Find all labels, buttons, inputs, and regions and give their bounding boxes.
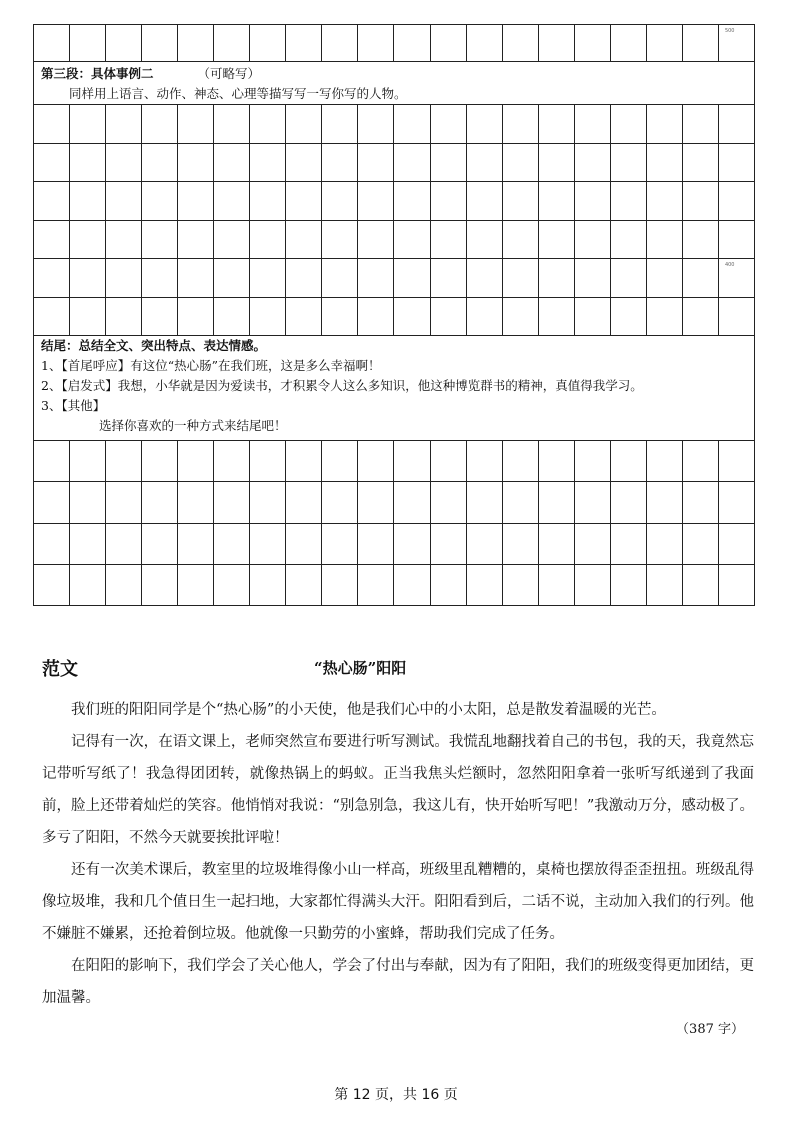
- word-count: （387 字）: [676, 1022, 744, 1037]
- grid-cell: [70, 105, 106, 144]
- grid-cell: [683, 25, 719, 62]
- grid-cell: [683, 182, 719, 221]
- ending-item-1: 1、【首尾呼应】有这位“热心肠”在我们班，这是多么幸福啊！: [41, 358, 381, 373]
- grid-cell: [503, 105, 539, 144]
- grid-cell: [683, 565, 719, 606]
- grid-cell: [70, 298, 106, 337]
- grid-cell: [539, 524, 575, 565]
- grid-cell: [575, 25, 611, 62]
- grid-cell: [322, 482, 358, 523]
- grid-cell: [647, 298, 683, 337]
- grid-cell: [34, 105, 70, 144]
- word-count-mark: 500: [724, 28, 735, 34]
- grid-cell: [250, 565, 286, 606]
- grid-cell: [322, 524, 358, 565]
- grid-cell: [70, 441, 106, 482]
- grid-cell: [575, 565, 611, 606]
- grid-cell: [394, 259, 430, 298]
- grid-cell: [358, 182, 394, 221]
- sample-essay: [42, 694, 754, 1014]
- grid-cell: [503, 298, 539, 337]
- grid-cell: [575, 221, 611, 260]
- grid-cell: [647, 482, 683, 523]
- grid-cell: [575, 482, 611, 523]
- grid-cell: [647, 441, 683, 482]
- sample-header: [42, 655, 754, 681]
- grid-cell: [575, 182, 611, 221]
- grid-cell: [467, 105, 503, 144]
- grid-cell: [503, 259, 539, 298]
- grid-cell: [286, 221, 322, 260]
- ending-item-3: 3、【其他】: [41, 398, 106, 413]
- grid-cell: [575, 105, 611, 144]
- grid-cell: [250, 182, 286, 221]
- section3-heading: 第三段：具体事例二: [41, 66, 154, 81]
- grid-cell: [142, 221, 178, 260]
- section3-heading-line: [41, 64, 747, 84]
- grid-cell: [647, 221, 683, 260]
- grid-cell: [467, 565, 503, 606]
- grid-cell: [214, 482, 250, 523]
- ending-heading: 结尾：总结全文、突出特点、表达情感。: [41, 338, 267, 353]
- grid-cell: [431, 221, 467, 260]
- grid-cell: [34, 25, 70, 62]
- grid-cell: [683, 524, 719, 565]
- grid-cell: [322, 565, 358, 606]
- grid-cell: [106, 524, 142, 565]
- grid-cell: [106, 482, 142, 523]
- grid-cell: [503, 25, 539, 62]
- grid-cell: [70, 524, 106, 565]
- grid-cell: [34, 482, 70, 523]
- grid-cell: [142, 259, 178, 298]
- grid-cell: [611, 105, 647, 144]
- grid-cell: [34, 441, 70, 482]
- grid-cell: [106, 25, 142, 62]
- grid-cell: [250, 259, 286, 298]
- grid-cell: [683, 441, 719, 482]
- grid-cell: [70, 144, 106, 183]
- grid-cell: [286, 298, 322, 337]
- grid-cell: [34, 298, 70, 337]
- grid-cell: [611, 482, 647, 523]
- grid-cell: [250, 524, 286, 565]
- grid-cell: [647, 105, 683, 144]
- grid-cell: [394, 565, 430, 606]
- grid-cell: [467, 524, 503, 565]
- grid-cell: [394, 482, 430, 523]
- ending-item-2: 2、【启发式】我想，小华就是因为爱读书，才积累令人这么多知识，他这种博览群书的精神，真值得我学习。: [41, 378, 643, 393]
- grid-cell: [322, 182, 358, 221]
- grid-cell: [322, 105, 358, 144]
- grid-cell: [394, 441, 430, 482]
- section3-box: [33, 62, 755, 104]
- ending-instruction: 选择你喜欢的一种方式来结尾吧！: [99, 418, 287, 433]
- grid-cell: [539, 182, 575, 221]
- grid-cell: [286, 259, 322, 298]
- grid-cell: [286, 482, 322, 523]
- grid-cell: [106, 565, 142, 606]
- page-footer: 第 12 页，共 16 页: [334, 1087, 458, 1103]
- grid-cell: [178, 25, 214, 62]
- grid-cell: [250, 441, 286, 482]
- grid-cell: [286, 105, 322, 144]
- grid-cell: [142, 298, 178, 337]
- grid-cell: [178, 441, 214, 482]
- grid-cell: [34, 565, 70, 606]
- grid-cell: [286, 182, 322, 221]
- grid-cell: [719, 441, 755, 482]
- grid-cell: [503, 482, 539, 523]
- grid-cell: [503, 565, 539, 606]
- grid-cell: [539, 482, 575, 523]
- word-count-mark: 400: [724, 262, 735, 268]
- grid-cell: [719, 259, 755, 298]
- grid-cell: [394, 182, 430, 221]
- grid-cell: [539, 221, 575, 260]
- grid-cell: [683, 298, 719, 337]
- grid-cell: [539, 105, 575, 144]
- section3-note: （可略写）: [197, 66, 261, 81]
- grid-cell: [467, 259, 503, 298]
- grid-cell: [34, 259, 70, 298]
- grid-cell: [575, 524, 611, 565]
- grid-cell: [322, 259, 358, 298]
- grid-cell: [503, 441, 539, 482]
- grid-cell: [431, 298, 467, 337]
- grid-cell: [467, 298, 503, 337]
- grid-cell: [322, 298, 358, 337]
- grid-cell: [575, 259, 611, 298]
- grid-cell: [358, 482, 394, 523]
- sample-title: “热心肠”阳阳: [314, 659, 407, 677]
- grid-cell: [286, 441, 322, 482]
- grid-cell: [575, 144, 611, 183]
- essay-paragraph: 记得有一次，在语文课上，老师突然宣布要进行听写测试。我慌乱地翻找着自己的书包，我的天，我竟然忘记带听写纸了！我急得团团转，就像热锅上的蚂蚁。正当我焦头烂额时，忽然阳阳拿着一张听写纸递到了我面前，脸上还带着灿烂的笑容。他悄悄对我说：“别急别急，我这儿有，快开始听写吧！”我激动万分，感动极了。多亏了阳阳，不然今天就要挨批评啦！: [42, 734, 754, 846]
- grid-cell: [719, 105, 755, 144]
- sample-label: 范文: [42, 659, 78, 680]
- grid-cell: [647, 259, 683, 298]
- grid-cell: [394, 25, 430, 62]
- grid-cell: [431, 182, 467, 221]
- grid-cell: [214, 182, 250, 221]
- grid-cell: [322, 221, 358, 260]
- ending-box: [33, 336, 755, 440]
- grid-cell: [611, 441, 647, 482]
- grid-cell: [647, 182, 683, 221]
- grid-cell: [431, 482, 467, 523]
- grid-cell: [178, 524, 214, 565]
- grid-cell: [431, 25, 467, 62]
- grid-cell: [431, 524, 467, 565]
- grid-cell: [539, 565, 575, 606]
- writing-grid-top: [33, 24, 755, 62]
- grid-cell: [214, 298, 250, 337]
- grid-cell: [467, 25, 503, 62]
- grid-cell: [647, 25, 683, 62]
- grid-cell: [142, 105, 178, 144]
- grid-cell: [286, 25, 322, 62]
- section3-instruction: 同样用上语言、动作、神态、心理等描写写一写你写的人物。: [69, 86, 407, 101]
- grid-cell: [394, 144, 430, 183]
- grid-cell: [611, 524, 647, 565]
- grid-cell: [34, 182, 70, 221]
- grid-cell: [683, 259, 719, 298]
- grid-cell: [178, 105, 214, 144]
- grid-cell: [358, 565, 394, 606]
- grid-cell: [358, 259, 394, 298]
- grid-cell: [250, 221, 286, 260]
- grid-cell: [214, 524, 250, 565]
- grid-cell: [683, 221, 719, 260]
- grid-cell: [611, 25, 647, 62]
- grid-cell: [106, 221, 142, 260]
- grid-cell: [358, 221, 394, 260]
- grid-cell: [719, 565, 755, 606]
- grid-cell: [178, 182, 214, 221]
- grid-cell: [286, 144, 322, 183]
- grid-cell: [431, 105, 467, 144]
- writing-grid-middle: [33, 104, 755, 336]
- grid-cell: [358, 298, 394, 337]
- grid-cell: [647, 524, 683, 565]
- grid-cell: [214, 221, 250, 260]
- grid-cell: [647, 565, 683, 606]
- grid-cell: [214, 565, 250, 606]
- grid-cell: [178, 298, 214, 337]
- grid-cell: [358, 144, 394, 183]
- grid-cell: [683, 482, 719, 523]
- grid-cell: [394, 298, 430, 337]
- grid-cell: [286, 565, 322, 606]
- grid-cell: [467, 221, 503, 260]
- grid-cell: [34, 221, 70, 260]
- grid-cell: [503, 144, 539, 183]
- grid-cell: [683, 144, 719, 183]
- grid-cell: [106, 298, 142, 337]
- grid-cell: [178, 221, 214, 260]
- grid-cell: [358, 524, 394, 565]
- grid-cell: [719, 144, 755, 183]
- grid-cell: [70, 221, 106, 260]
- grid-cell: [467, 482, 503, 523]
- grid-cell: [358, 25, 394, 62]
- grid-cell: [250, 105, 286, 144]
- grid-cell: [142, 565, 178, 606]
- grid-cell: [611, 565, 647, 606]
- grid-cell: [467, 182, 503, 221]
- grid-cell: [214, 105, 250, 144]
- grid-cell: [503, 524, 539, 565]
- grid-cell: [719, 221, 755, 260]
- grid-cell: [142, 144, 178, 183]
- grid-cell: [719, 298, 755, 337]
- grid-cell: [142, 25, 178, 62]
- grid-cell: [178, 565, 214, 606]
- grid-cell: [322, 441, 358, 482]
- grid-cell: [503, 182, 539, 221]
- grid-cell: [539, 144, 575, 183]
- grid-cell: [214, 144, 250, 183]
- grid-cell: [539, 298, 575, 337]
- grid-cell: [467, 441, 503, 482]
- grid-cell: [70, 565, 106, 606]
- grid-cell: [142, 524, 178, 565]
- grid-cell: [106, 105, 142, 144]
- grid-cell: [214, 441, 250, 482]
- grid-cell: [575, 298, 611, 337]
- essay-paragraph: 我们班的阳阳同学是个“热心肠”的小天使，他是我们心中的小太阳，总是散发着温暖的光芒。: [71, 702, 666, 718]
- grid-cell: [106, 259, 142, 298]
- grid-cell: [250, 25, 286, 62]
- grid-cell: [719, 482, 755, 523]
- grid-cell: [431, 144, 467, 183]
- grid-cell: [539, 25, 575, 62]
- grid-cell: [611, 182, 647, 221]
- grid-cell: [214, 259, 250, 298]
- grid-cell: [142, 482, 178, 523]
- grid-cell: [611, 259, 647, 298]
- grid-cell: [358, 441, 394, 482]
- grid-cell: [178, 482, 214, 523]
- grid-cell: [611, 298, 647, 337]
- grid-cell: [286, 524, 322, 565]
- grid-cell: [647, 144, 683, 183]
- grid-cell: [106, 144, 142, 183]
- grid-cell: [467, 144, 503, 183]
- grid-cell: [719, 524, 755, 565]
- grid-cell: [70, 259, 106, 298]
- grid-cell: [70, 25, 106, 62]
- essay-paragraph: 在阳阳的影响下，我们学会了关心他人，学会了付出与奉献，因为有了阳阳，我们的班级变得更加团结，更加温馨。: [42, 958, 754, 1006]
- grid-cell: [322, 25, 358, 62]
- grid-cell: [178, 144, 214, 183]
- grid-cell: [394, 221, 430, 260]
- grid-cell: [719, 182, 755, 221]
- grid-cell: [70, 182, 106, 221]
- grid-cell: [539, 441, 575, 482]
- grid-cell: [575, 441, 611, 482]
- grid-cell: [34, 144, 70, 183]
- grid-cell: [142, 441, 178, 482]
- grid-cell: [431, 259, 467, 298]
- grid-cell: [178, 259, 214, 298]
- grid-cell: [611, 144, 647, 183]
- grid-cell: [250, 482, 286, 523]
- grid-cell: [322, 144, 358, 183]
- grid-cell: [719, 25, 755, 62]
- grid-cell: [683, 105, 719, 144]
- grid-cell: [503, 221, 539, 260]
- grid-cell: [106, 182, 142, 221]
- grid-cell: [34, 524, 70, 565]
- grid-cell: [250, 298, 286, 337]
- grid-cell: [250, 144, 286, 183]
- grid-cell: [539, 259, 575, 298]
- writing-grid-bottom: [33, 440, 755, 606]
- grid-cell: [70, 482, 106, 523]
- grid-cell: [431, 565, 467, 606]
- grid-cell: [611, 221, 647, 260]
- grid-cell: [394, 105, 430, 144]
- grid-cell: [214, 25, 250, 62]
- grid-cell: [431, 441, 467, 482]
- grid-cell: [358, 105, 394, 144]
- grid-cell: [394, 524, 430, 565]
- essay-paragraph: 还有一次美术课后，教室里的垃圾堆得像小山一样高，班级里乱糟糟的，桌椅也摆放得歪歪扭扭。班级乱得像垃圾堆，我和几个值日生一起扫地，大家都忙得满头大汗。阳阳看到后，二话不说，主动加入我们的行列。他不嫌脏不嫌累，还抢着倒垃圾。他就像一只勤劳的小蜜蜂，帮助我们完成了任务。: [42, 862, 754, 942]
- grid-cell: [106, 441, 142, 482]
- grid-cell: [142, 182, 178, 221]
